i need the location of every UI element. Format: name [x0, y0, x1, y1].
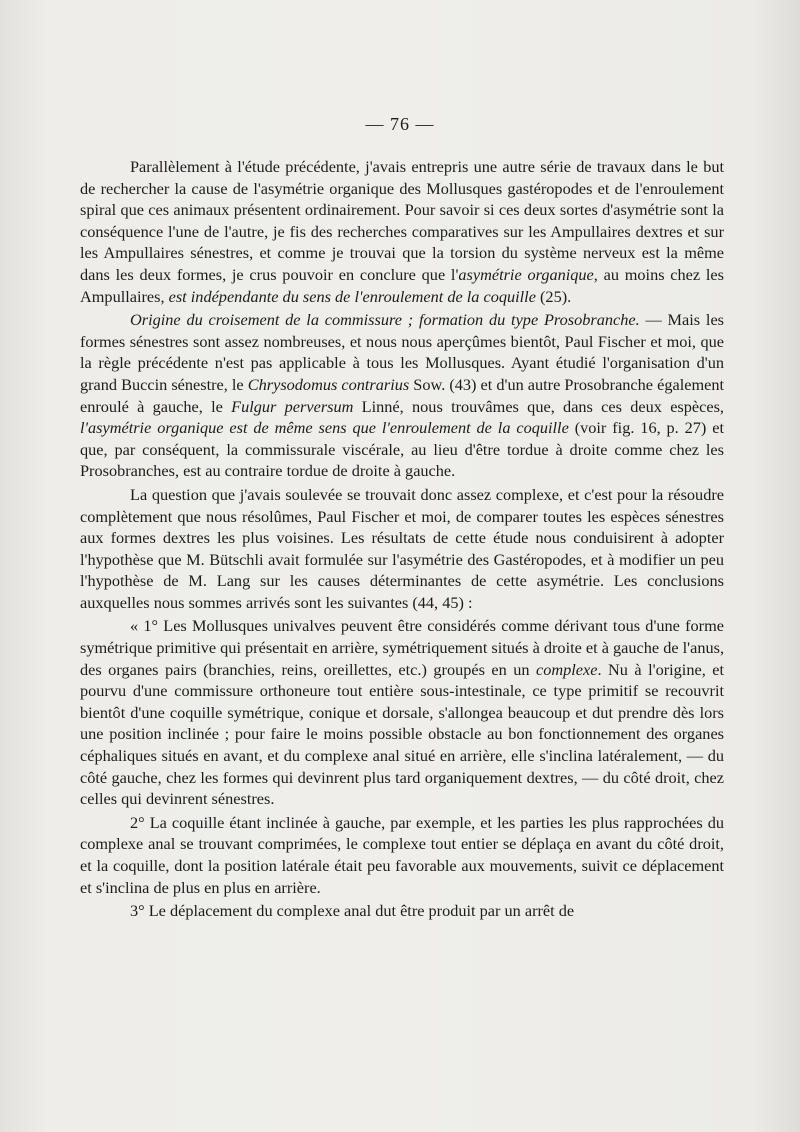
text-run: 2° La coquille étant inclinée à gauche, par exemple, et les parties les plus rapprochées du complexe anal se trouvant comprimées, le complexe tout entier se déplaça en avant du côté droit, et la coquille, dont la position latérale était peu favorable aux mouvements, suivit ce déplacement et s'inclina de plus en plus en arrière. [80, 812, 724, 897]
text-run: Linné, nous trouvâmes que, dans ces deux espèces, [353, 396, 724, 416]
italic-text: est indépendante du sens de l'enroulement de la coquille [168, 286, 536, 306]
text-run: (voir fig. 16, p. 27) et que, par conséquent, la commissurale viscérale, au lieu d'être tordue à droite comme chez les Prosobranches, est au contraire tordue de droite à gauche. [80, 418, 724, 481]
text-run: Parallèlement à l'étude précédente, j'avais entrepris une autre série de travaux dans le but de rechercher la cause de l'asymétrie organique des Mollusques gastéropodes et de l'enroulement spiral que ces animaux présentent ordinairement. Pour savoir si ces deux sortes d'asymétrie sont la conséquence l'une de l'autre, je fis des recherches comparatives sur les Ampullaires dextres et sur les Ampullaires sénestres, et comme je trouvai que la torsion du système nerveux est la même dans les deux formes, je crus pouvoir en conclure que l' [80, 157, 724, 284]
italic-text: complexe [536, 659, 598, 679]
italic-text: l'asymétrie organique est de même sens que l'enroulement de la coquille [80, 418, 569, 438]
paragraph [80, 900, 724, 922]
body-text [80, 156, 724, 922]
paragraph [80, 615, 724, 809]
page-number: — 76 — [365, 114, 435, 134]
text-run: « 1° Les Mollusques univalves peuvent être considérés comme dérivant tous d'une forme symétrique primitive qui présentait en arrière, symétriquement situés à droite et à gauche de l'anus, des organes pairs (branchies, reins, oreillettes, etc.) groupés en un [80, 616, 725, 679]
italic-text: Chrysodomus contrarius [247, 374, 410, 394]
paragraph [80, 156, 724, 307]
text-run: . Nu à l'origine, et pourvu d'une commissure orthoneure tout entière sous-intestinale, ce type primitif se recouvrit bientôt d'une coquille symétrique, conique et dorsale, s'allongea beaucoup et dut prendre dès lors une position inclinée ; pour faire le moins possible obstacle au bon fonctionnement des organes céphaliques situés en avant, et du complexe anal situé en arrière, elle s'inclina latéralement, — du côté gauche, chez les formes qui devinrent plus tard organiquement dextres, — du côté droit, chez celles qui devinrent sénestres. [80, 659, 724, 809]
italic-text: Origine du croisement de la commissure ; formation du type Prosobranche. [130, 310, 640, 330]
text-run: 3° Le déplacement du complexe anal dut être produit par un arrêt de [130, 901, 575, 921]
text-run: (25). [535, 286, 572, 306]
italic-text: asymétrie organique [458, 264, 594, 284]
text-run: , au moins chez les Ampullaires, [80, 264, 724, 306]
text-run: La question que j'avais soulevée se trouvait donc assez complexe, et c'est pour la résoudre complètement que nous résolûmes, Paul Fischer et moi, de comparer toutes les espèces sénestres aux formes dextres les plus voisines. Les résultats de cette étude nous conduisirent à adopter l'hypothèse que M. Bütschli avait formulée sur l'asymétrie des Gastéropodes, et à modifier un peu l'hypothèse de M. Lang sur les causes déterminantes de cette asymétrie. Les conclusions auxquelles nous sommes arrivés sont les suivantes (44, 45) : [80, 484, 724, 612]
text-run: — Mais les formes sénestres sont assez nombreuses, et nous nous aperçûmes bientôt, Paul Fischer et moi, que la règle précédente n'est pas applicable à tous les Mollusques. Ayant étudié l'organisation d'un grand Buccin sénestre, le [80, 310, 725, 394]
paragraph [80, 309, 724, 482]
paragraph [80, 484, 724, 614]
italic-text: Fulgur perversum [231, 396, 354, 416]
paragraph [80, 812, 724, 898]
text-run: Sow. (43) et d'un autre Prosobranche également enroulé à gauche, le [80, 374, 724, 416]
